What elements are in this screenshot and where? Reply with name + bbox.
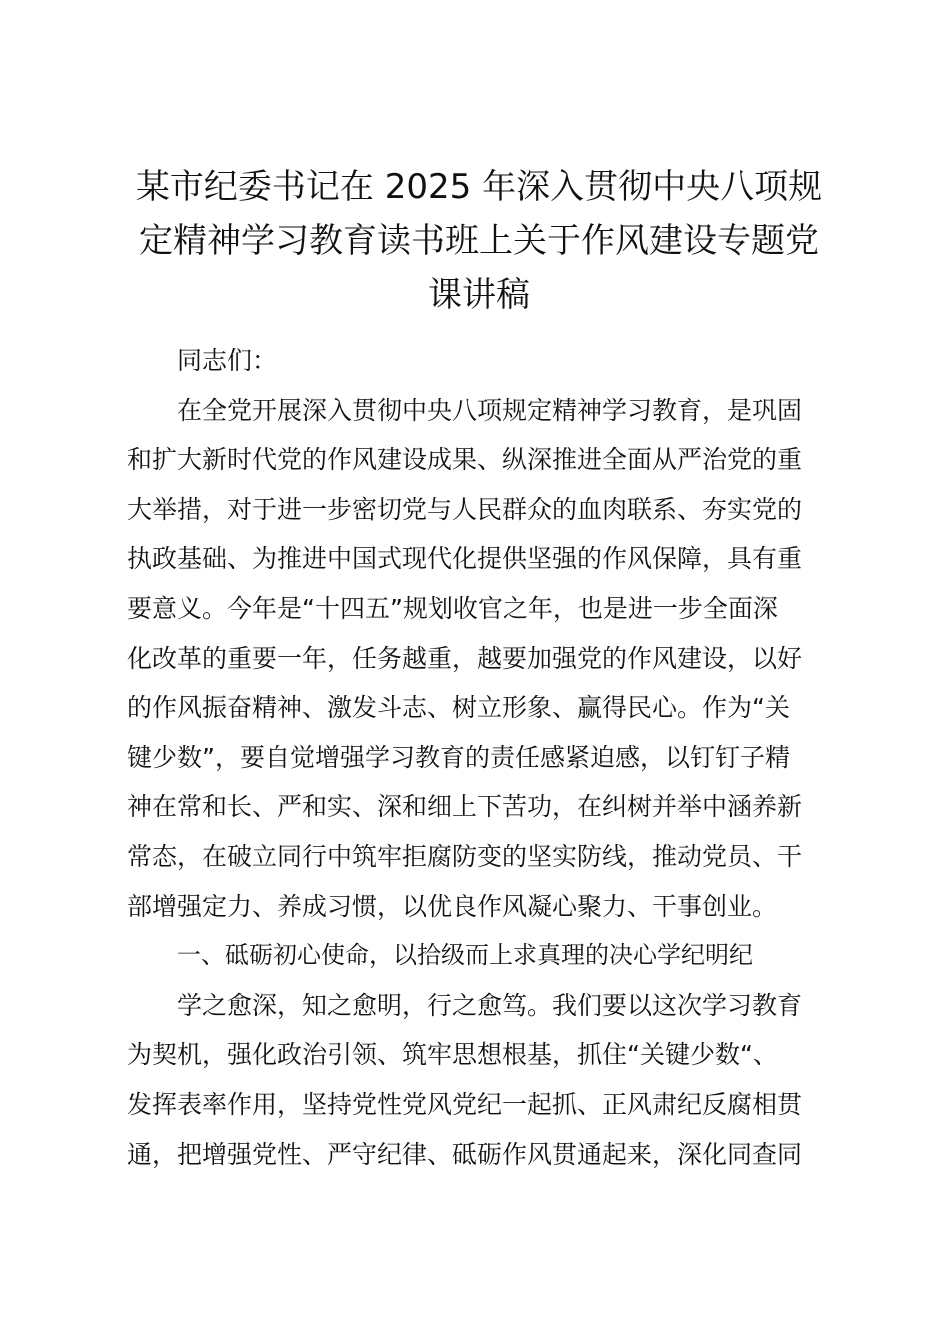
paragraph-line: 常态，在破立同行中筑牢拒腐防变的坚实防线，推动党员、干 <box>127 841 803 871</box>
paragraph-line: 化改革的重要一年，任务越重，越要加强党的作风建设，以好 <box>127 643 803 673</box>
paragraph-line: 要意义。今年是“十四五”规划收官之年，也是进一步全面深 <box>127 593 778 623</box>
paragraph-line: 学之愈深，知之愈明，行之愈笃。我们要以这次学习教育 <box>177 990 803 1020</box>
title-line: 课讲稿 <box>428 275 530 315</box>
title-line: 某市纪委书记在 2025 年深入贯彻中央八项规 <box>135 167 823 207</box>
paragraph-intro <box>127 386 833 932</box>
paragraph-line: 为契机，强化政治引领、筑牢思想根基，抓住“关键少数“、 <box>127 1040 778 1070</box>
paragraph-line: 发挥表率作用，坚持党性党风党纪一起抓、正风肃纪反腐相贯 <box>127 1089 803 1119</box>
paragraph-line: 执政基础、为推进中国式现代化提供坚强的作风保障，具有重 <box>127 544 803 574</box>
document-title <box>120 160 838 322</box>
paragraph-line: 和扩大新时代党的作风建设成果、纵深推进全面从严治党的重 <box>127 445 803 475</box>
paragraph-line: 键少数”，要自觉增强学习教育的责任感紧迫感，以钉钉子精 <box>127 742 790 772</box>
paragraph-line: 通，把增强党性、严守纪律、砥砺作风贯通起来，深化同查同 <box>127 1139 803 1169</box>
paragraph-line: 部增强定力、养成习惯，以优良作风凝心聚力、干事创业。 <box>127 891 778 921</box>
paragraph-line: 神在常和长、严和实、深和细上下苦功，在纠树并举中涵养新 <box>127 792 803 822</box>
paragraph-line: 大举措，对于进一步密切党与人民群众的血肉联系、夯实党的 <box>127 494 803 524</box>
title-line: 定精神学习教育读书班上关于作风建设专题党 <box>139 221 819 261</box>
salutation: 同志们： <box>177 346 278 375</box>
document-body <box>127 336 833 1179</box>
paragraph-line: 在全党开展深入贯彻中央八项规定精神学习教育，是巩固 <box>177 395 803 425</box>
paragraph-line: 的作风振奋精神、激发斗志、树立形象、赢得民心。作为“关 <box>127 693 790 723</box>
section-heading: 一、砥砺初心使命，以拾级而上求真理的决心学纪明纪 <box>177 941 753 970</box>
paragraph-section-1 <box>127 981 833 1179</box>
